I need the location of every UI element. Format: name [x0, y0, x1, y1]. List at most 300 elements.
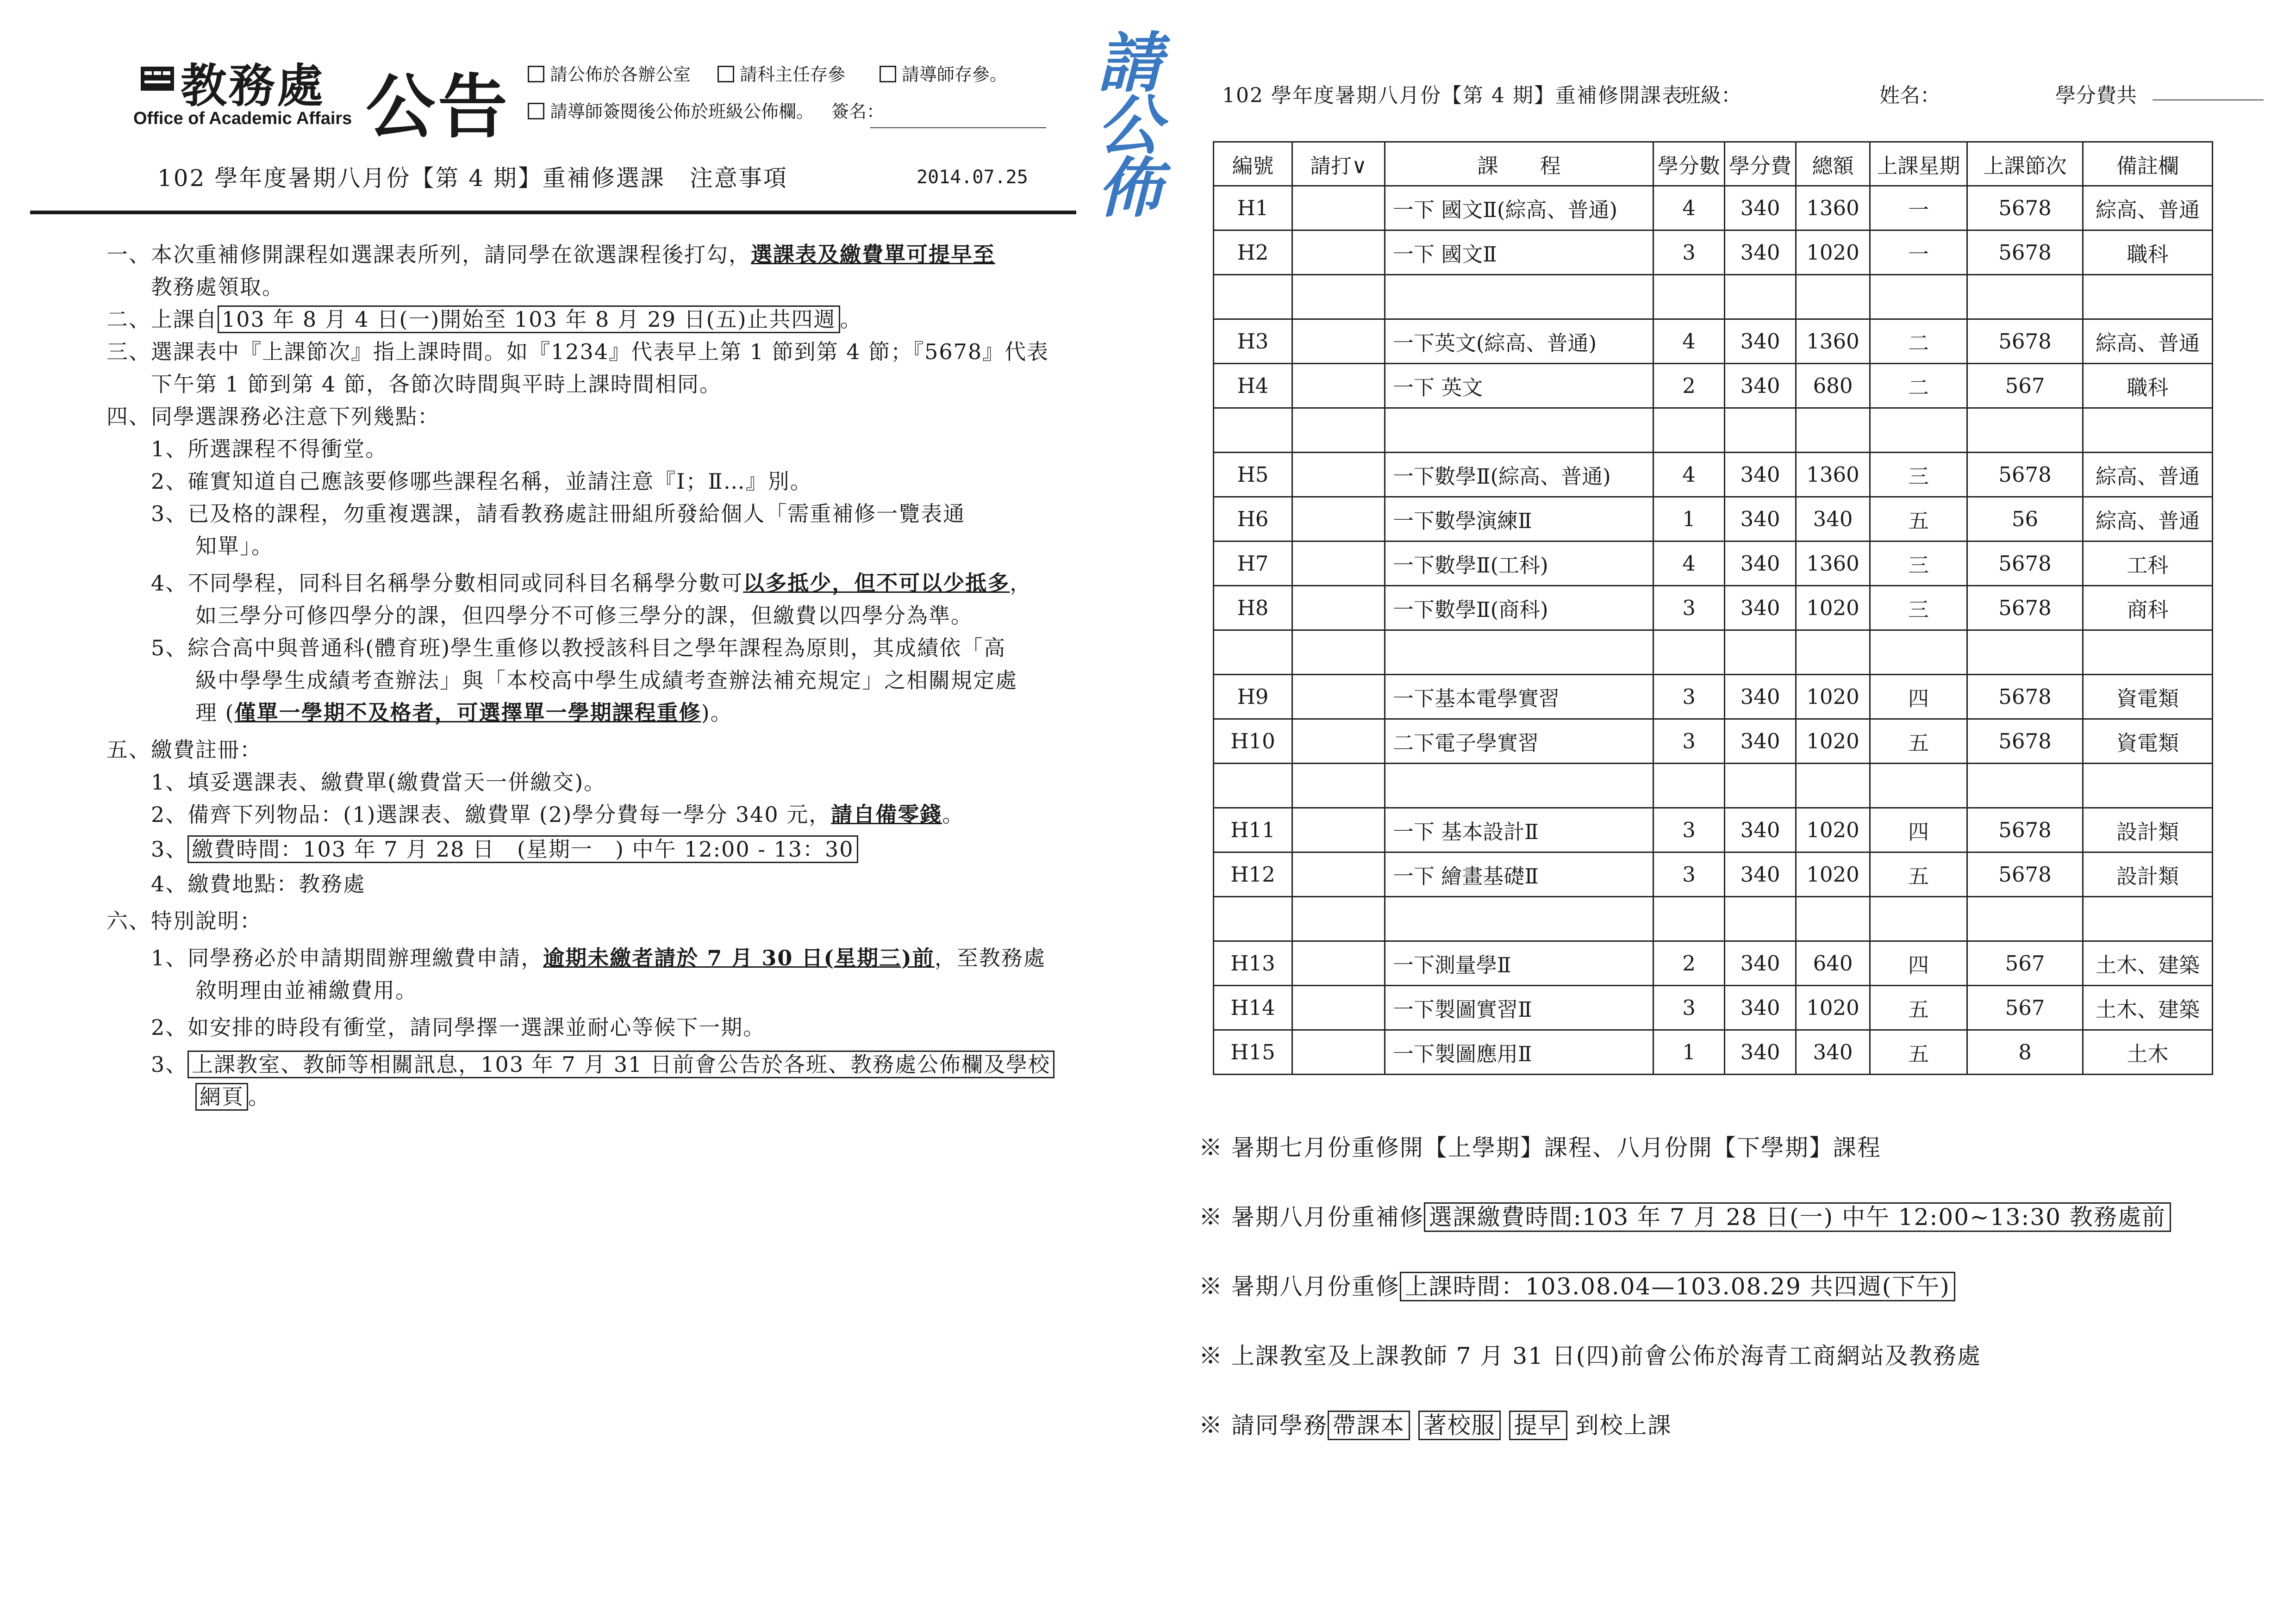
- brand-name-english: Office of Academic Affairs: [133, 109, 352, 128]
- table-row: [1214, 941, 2213, 986]
- notice-line: [106, 305, 862, 333]
- table-cell: 340: [1725, 808, 1796, 852]
- table-cell: 職科: [2083, 364, 2213, 408]
- table-cell: 1360: [1796, 541, 1870, 586]
- table-cell: 340: [1725, 497, 1796, 541]
- table-cell: 2: [1653, 364, 1725, 408]
- table-cell: 8: [1967, 1030, 2083, 1075]
- table-cell: 5678: [1967, 586, 2083, 630]
- notice-text: 知單」。: [106, 534, 274, 559]
- table-cell: [1967, 630, 2083, 675]
- notice-emphasis: 僅單一學期不及格者，可選擇單一學期課程重修: [234, 700, 701, 725]
- column-header: 上課節次: [1967, 142, 2083, 186]
- notice-text: 。: [248, 1084, 270, 1109]
- note-text: ※ 暑期八月份重補修: [1199, 1204, 1424, 1231]
- table-cell: 綜高、普通: [2083, 497, 2213, 541]
- table-cell: H8: [1214, 586, 1292, 630]
- table-cell: 四: [1870, 808, 1967, 852]
- select-checkbox-cell[interactable]: [1292, 319, 1385, 364]
- notice-line: [106, 467, 812, 495]
- table-cell: [1385, 764, 1653, 808]
- notice-text: 1、填妥選課表、繳費單(繳費當天一併繳交)。: [106, 770, 606, 795]
- table-cell: 五: [1870, 986, 1967, 1030]
- notice-text: 下午第 1 節到第 4 節，各節次時間與平時上課時間相同。: [106, 372, 722, 397]
- table-row: [1214, 675, 2213, 719]
- table-cell: 二: [1870, 319, 1967, 364]
- table-cell: 一下 英文: [1385, 364, 1653, 408]
- notice-text: 2、如安排的時段有衝堂，請同學擇一選課並耐心等候下一期。: [106, 1015, 766, 1040]
- notice-date: 2014.07.25: [917, 167, 1028, 188]
- table-cell: 3: [1653, 586, 1725, 630]
- notice-text: )。: [701, 700, 733, 725]
- notice-line: [106, 699, 733, 727]
- notice-line: [106, 532, 274, 560]
- notice-text: 。: [840, 307, 862, 332]
- notice-text: 2、確實知道自己應該要修哪些課程名稱，並請注意『Ⅰ；Ⅱ…』別。: [106, 469, 812, 494]
- notice-text: 級中學學生成績考查辦法」與「本校高中學生成績考查辦法補充規定」之相關規定處: [106, 668, 1017, 693]
- note-line: [1199, 1199, 2171, 1232]
- table-cell: H1: [1214, 186, 1292, 230]
- table-cell: 1020: [1796, 675, 1870, 719]
- table-cell: 職科: [2083, 230, 2213, 275]
- table-cell: H10: [1214, 719, 1292, 764]
- table-cell: 5678: [1967, 453, 2083, 497]
- table-cell: 土木、建築: [2083, 986, 2213, 1030]
- table-cell: 3: [1653, 719, 1725, 764]
- table-spacer-row: [1214, 275, 2213, 319]
- column-header: 學分數: [1653, 142, 1725, 186]
- table-cell: 4: [1653, 541, 1725, 586]
- column-header: 上課星期: [1870, 142, 1967, 186]
- notice-text: 5、綜合高中與普通科(體育班)學生重修以教授該科目之學年課程為原則，其成績依「高: [106, 635, 1006, 660]
- notice-boxed-text: 網頁: [195, 1083, 248, 1111]
- table-cell: 3: [1653, 808, 1725, 852]
- table-cell: 1020: [1796, 986, 1870, 1030]
- table-cell: H13: [1214, 941, 1292, 986]
- table-cell: 綜高、普通: [2083, 453, 2213, 497]
- table-cell: [1967, 897, 2083, 941]
- class-label: 班級：: [1680, 84, 1741, 107]
- column-header: 編號: [1214, 142, 1292, 186]
- table-cell: 一下基本電學實習: [1385, 675, 1653, 719]
- table-cell: 二: [1870, 364, 1967, 408]
- table-cell: [2083, 275, 2213, 319]
- select-checkbox-cell[interactable]: [1292, 453, 1385, 497]
- table-cell: 340: [1725, 852, 1796, 897]
- select-checkbox-cell[interactable]: [1292, 852, 1385, 897]
- table-cell: 五: [1870, 497, 1967, 541]
- table-cell: 4: [1653, 186, 1725, 230]
- select-checkbox-cell[interactable]: [1292, 186, 1385, 230]
- table-cell: 綜高、普通: [2083, 186, 2213, 230]
- table-spacer-row: [1214, 764, 2213, 808]
- notice-boxed-text: 繳費時間：103 年 7 月 28 日 (星期一 ) 中午 12:00 - 13：30: [187, 835, 858, 863]
- table-cell: H6: [1214, 497, 1292, 541]
- table-cell: 1020: [1796, 586, 1870, 630]
- table-cell: 一: [1870, 230, 1967, 275]
- table-spacer-row: [1214, 630, 2213, 675]
- table-cell: [1653, 897, 1725, 941]
- checkbox-offices[interactable]: 請公佈於各辦公室: [528, 60, 691, 86]
- select-checkbox-cell[interactable]: [1292, 675, 1385, 719]
- table-cell: [1967, 764, 2083, 808]
- table-cell: 340: [1725, 186, 1796, 230]
- table-cell: 一下 繪畫基礎Ⅱ: [1385, 852, 1653, 897]
- note-text: ※ 請同學務: [1199, 1412, 1328, 1439]
- table-cell: H7: [1214, 541, 1292, 586]
- checkbox-icon: [528, 103, 544, 119]
- notice-emphasis: 以多抵少，但不可以少抵多: [743, 571, 1010, 596]
- note-boxed-text: 提早: [1509, 1411, 1567, 1440]
- table-cell: 640: [1796, 941, 1870, 986]
- table-cell: 5678: [1967, 808, 2083, 852]
- table-cell: [2083, 408, 2213, 453]
- table-cell: [1385, 408, 1653, 453]
- table-cell: 56: [1967, 497, 2083, 541]
- notice-title: 102 學年度暑期八月份【第 4 期】重補修選課 注意事項: [157, 165, 788, 192]
- column-header: 請打∨: [1292, 142, 1385, 186]
- select-checkbox-cell[interactable]: [1292, 586, 1385, 630]
- table-cell: 三: [1870, 586, 1967, 630]
- table-cell: 1020: [1796, 808, 1870, 852]
- table-cell: [1796, 764, 1870, 808]
- select-checkbox-cell: [1292, 408, 1385, 453]
- notice-line: [106, 801, 964, 828]
- table-cell: [1796, 897, 1870, 941]
- notice-line: [106, 569, 1032, 597]
- header-divider: [30, 211, 1076, 214]
- table-cell: 3: [1653, 230, 1725, 275]
- checkbox-icon: [528, 66, 544, 82]
- notice-text: 1、同學務必於申請期間辦理繳費申請，: [106, 945, 543, 970]
- notice-line: [106, 907, 262, 935]
- table-cell: [1725, 630, 1796, 675]
- table-row: [1214, 808, 2213, 852]
- table-cell: 五: [1870, 852, 1967, 897]
- notice-line: [106, 736, 262, 764]
- table-cell: [1214, 764, 1292, 808]
- table-cell: 一下數學Ⅱ(綜高、普通): [1385, 453, 1653, 497]
- table-cell: [1385, 897, 1653, 941]
- notice-boxed-text: 103 年 8 月 4 日(一)開始至 103 年 8 月 29 日(五)止共四週: [218, 305, 840, 333]
- column-header: 總額: [1796, 142, 1870, 186]
- table-cell: 土木、建築: [2083, 941, 2213, 986]
- table-cell: H11: [1214, 808, 1292, 852]
- table-cell: H3: [1214, 319, 1292, 364]
- table-cell: [1796, 275, 1870, 319]
- notice-text: 1、所選課程不得衝堂。: [106, 436, 388, 461]
- notice-text: ，至教務處: [934, 945, 1046, 970]
- handwritten-stamp: 請公佈: [1097, 25, 1162, 226]
- note-text: 到校上課: [1575, 1412, 1672, 1439]
- table-cell: 5678: [1967, 319, 2083, 364]
- table-cell: [1870, 897, 1967, 941]
- table-cell: 三: [1870, 453, 1967, 497]
- notice-line: [106, 870, 365, 898]
- table-cell: 一下數學演練Ⅱ: [1385, 497, 1653, 541]
- table-cell: [1385, 630, 1653, 675]
- table-row: [1214, 230, 2213, 275]
- signature-line: [870, 127, 1046, 128]
- notice-line: [106, 768, 606, 796]
- select-checkbox-cell[interactable]: [1292, 541, 1385, 586]
- note-boxed-text: 上課時間：103.08.04—103.08.29 共四週(下午): [1400, 1272, 1955, 1301]
- notice-text: 教務處領取。: [106, 274, 284, 299]
- notice-text: 3、: [106, 1052, 188, 1077]
- notice-text: 如三學分可修四學分的課，但四學分不可修三學分的課，但繳費以四學分為準。: [106, 603, 973, 628]
- table-cell: 340: [1725, 941, 1796, 986]
- table-cell: [1725, 764, 1796, 808]
- table-cell: 四: [1870, 941, 1967, 986]
- table-cell: 資電類: [2083, 675, 2213, 719]
- table-cell: 340: [1796, 1030, 1870, 1075]
- table-cell: 567: [1967, 986, 2083, 1030]
- table-cell: 340: [1725, 986, 1796, 1030]
- table-cell: 2: [1653, 941, 1725, 986]
- table-cell: [1796, 408, 1870, 453]
- checkbox-icon: [880, 66, 896, 82]
- table-cell: 一下測量學Ⅱ: [1385, 941, 1653, 986]
- table-row: [1214, 586, 2213, 630]
- table-cell: 567: [1967, 364, 2083, 408]
- notice-text: 4、不同學程，同科目名稱學分數相同或同科目名稱學分數可: [106, 571, 743, 596]
- table-cell: 一下英文(綜高、普通): [1385, 319, 1653, 364]
- select-checkbox-cell[interactable]: [1292, 941, 1385, 986]
- table-cell: 五: [1870, 1030, 1967, 1075]
- table-cell: [1870, 764, 1967, 808]
- table-row: [1214, 1030, 2213, 1075]
- school-logo-icon: [139, 60, 176, 97]
- table-cell: [1214, 275, 1292, 319]
- table-cell: 1020: [1796, 719, 1870, 764]
- table-cell: 一: [1870, 186, 1967, 230]
- table-cell: 1020: [1796, 852, 1870, 897]
- notice-text: 4、繳費地點：教務處: [106, 871, 366, 896]
- notice-line: [106, 273, 284, 301]
- notice-line: [106, 403, 440, 430]
- table-cell: 1020: [1796, 230, 1870, 275]
- table-cell: 340: [1725, 1030, 1796, 1075]
- table-cell: 340: [1725, 675, 1796, 719]
- notice-text: 四、同學選課務必注意下列幾點：: [106, 404, 440, 429]
- course-table: [1213, 141, 2213, 1075]
- notice-line: [106, 944, 1046, 972]
- table-cell: 567: [1967, 941, 2083, 986]
- table-cell: 四: [1870, 675, 1967, 719]
- notice-text: 五、繳費註冊：: [106, 737, 262, 762]
- notice-line: [106, 1014, 765, 1041]
- table-cell: [2083, 764, 2213, 808]
- table-cell: 5678: [1967, 186, 2083, 230]
- note-line: [1199, 1337, 1981, 1371]
- note-line: [1199, 1268, 1955, 1301]
- table-cell: 1: [1653, 497, 1725, 541]
- checkbox-homeroom[interactable]: 請導師存參。: [880, 60, 1007, 86]
- table-row: [1214, 541, 2213, 586]
- table-cell: H5: [1214, 453, 1292, 497]
- notice-text: 三、選課表中『上課節次』指上課時間。如『1234』代表早上第 1 節到第 4 節；『5678』代表: [106, 339, 1049, 364]
- table-cell: 一下製圖應用Ⅱ: [1385, 1030, 1653, 1075]
- notice-emphasis: 選課表及繳費單可提早至: [751, 242, 995, 267]
- table-spacer-row: [1214, 408, 2213, 453]
- table-row: [1214, 719, 2213, 764]
- notice-line: [106, 666, 1017, 694]
- table-cell: [1725, 408, 1796, 453]
- table-cell: 4: [1653, 319, 1725, 364]
- notice-line: [106, 835, 858, 863]
- table-cell: H12: [1214, 852, 1292, 897]
- notice-text: 一、本次重補修開課程如選課表所列，請同學在欲選課程後打勾，: [106, 242, 751, 267]
- notice-emphasis: 逾期未繳者請於 7 月 30 日(星期三)前: [543, 945, 935, 970]
- table-cell: 340: [1796, 497, 1870, 541]
- note-text: ※ 暑期八月份重修: [1199, 1273, 1400, 1300]
- table-cell: 340: [1725, 230, 1796, 275]
- notice-line: [106, 338, 1049, 366]
- fee-line: [2152, 99, 2264, 100]
- table-cell: 一下 基本設計Ⅱ: [1385, 808, 1653, 852]
- table-cell: 一下數學Ⅱ(工科): [1385, 541, 1653, 586]
- notice-emphasis: 請自備零錢: [831, 802, 942, 827]
- notice-text: 敘明理由並補繳費用。: [106, 978, 418, 1003]
- notice-line: [106, 1051, 1054, 1078]
- note-text: ※ 上課教室及上課教師 7 月 31 日(四)前會公佈於海青工商網站及教務處: [1199, 1343, 1981, 1369]
- table-cell: 土木: [2083, 1030, 2213, 1075]
- table-cell: 3: [1653, 986, 1725, 1030]
- table-cell: 1360: [1796, 453, 1870, 497]
- table-cell: 5678: [1967, 675, 2083, 719]
- table-cell: 設計類: [2083, 808, 2213, 852]
- notice-line: [106, 500, 965, 528]
- table-cell: 資電類: [2083, 719, 2213, 764]
- table-cell: [1967, 408, 2083, 453]
- table-cell: 一下 國文Ⅱ: [1385, 230, 1653, 275]
- table-cell: [2083, 897, 2213, 941]
- form-title: 102 學年度暑期八月份【第 4 期】重補修開課表: [1222, 84, 1683, 107]
- column-header: 學分費: [1725, 142, 1796, 186]
- table-cell: 三: [1870, 541, 1967, 586]
- select-checkbox-cell[interactable]: [1292, 808, 1385, 852]
- table-cell: 一下 國文Ⅱ(綜高、普通): [1385, 186, 1653, 230]
- notice-text: 3、: [106, 837, 188, 862]
- note-line: [1199, 1407, 1672, 1440]
- table-cell: 5678: [1967, 541, 2083, 586]
- checkbox-icon: [718, 66, 734, 82]
- select-checkbox-cell: [1292, 764, 1385, 808]
- table-cell: 340: [1725, 319, 1796, 364]
- table-cell: 設計類: [2083, 852, 2213, 897]
- notice-boxed-text: 上課教室、教師等相關訊息，103 年 7 月 31 日前會公告於各班、教務處公佈欄及學校: [187, 1051, 1054, 1078]
- notice-text: 3、已及格的課程，勿重複選課，請看教務處註冊組所發給個人「需重補修一覽表通: [106, 501, 966, 526]
- table-cell: [1214, 897, 1292, 941]
- table-cell: 5678: [1967, 719, 2083, 764]
- table-row: [1214, 852, 2213, 897]
- table-cell: [1653, 408, 1725, 453]
- notice-line: [106, 602, 973, 629]
- table-cell: 340: [1725, 719, 1796, 764]
- table-row: [1214, 497, 2213, 541]
- select-checkbox-cell: [1292, 630, 1385, 675]
- table-cell: [1870, 408, 1967, 453]
- table-cell: 一下數學Ⅱ(商科): [1385, 586, 1653, 630]
- table-cell: [1214, 630, 1292, 675]
- name-label: 姓名：: [1879, 84, 1940, 107]
- notice-line: [106, 1083, 270, 1111]
- select-checkbox-cell[interactable]: [1292, 986, 1385, 1030]
- select-checkbox-cell[interactable]: [1292, 719, 1385, 764]
- table-cell: 5678: [1967, 852, 2083, 897]
- table-cell: 340: [1725, 541, 1796, 586]
- select-checkbox-cell: [1292, 275, 1385, 319]
- table-cell: [1214, 408, 1292, 453]
- notice-line: [106, 370, 722, 398]
- table-cell: 3: [1653, 852, 1725, 897]
- table-cell: [1653, 630, 1725, 675]
- note-boxed-text: 著校服: [1418, 1411, 1501, 1440]
- table-cell: [1385, 275, 1653, 319]
- table-cell: 工科: [2083, 541, 2213, 586]
- table-cell: [1796, 630, 1870, 675]
- notice-text: 六、特別說明：: [106, 908, 262, 933]
- table-cell: 商科: [2083, 586, 2213, 630]
- table-cell: 3: [1653, 675, 1725, 719]
- notice-text: 二、上課自: [106, 307, 218, 332]
- table-cell: H15: [1214, 1030, 1292, 1075]
- table-row: [1214, 364, 2213, 408]
- table-cell: 綜高、普通: [2083, 319, 2213, 364]
- notice-line: [106, 435, 387, 463]
- note-text: ※ 暑期七月份重修開【上學期】課程、八月份開【下學期】課程: [1199, 1134, 1881, 1161]
- checkbox-dept-heads[interactable]: 請科主任存參: [718, 60, 845, 86]
- table-cell: H14: [1214, 986, 1292, 1030]
- notice-line: [106, 241, 995, 268]
- table-cell: 一下製圖實習Ⅱ: [1385, 986, 1653, 1030]
- table-row: [1214, 453, 2213, 497]
- select-checkbox-cell[interactable]: [1292, 230, 1385, 275]
- table-cell: 1: [1653, 1030, 1725, 1075]
- notice-text: [106, 1084, 195, 1109]
- select-checkbox-cell[interactable]: [1292, 1030, 1385, 1075]
- select-checkbox-cell[interactable]: [1292, 364, 1385, 408]
- table-cell: 5678: [1967, 230, 2083, 275]
- table-cell: [1653, 275, 1725, 319]
- table-cell: [1870, 630, 1967, 675]
- note-line: [1199, 1129, 1881, 1163]
- table-cell: [1653, 764, 1725, 808]
- select-checkbox-cell[interactable]: [1292, 497, 1385, 541]
- notice-text: 2、備齊下列物品：(1)選課表、繳費單 (2)學分費每一學分 340 元，: [106, 802, 831, 827]
- column-header: 備註欄: [2083, 142, 2213, 186]
- fee-label: 學分費共: [2055, 84, 2137, 107]
- table-cell: H2: [1214, 230, 1292, 275]
- table-cell: [1967, 275, 2083, 319]
- select-checkbox-cell: [1292, 897, 1385, 941]
- notice-text: ，: [1010, 571, 1032, 596]
- table-cell: [1870, 275, 1967, 319]
- note-boxed-text: 選課繳費時間:103 年 7 月 28 日(一) 中午 12:00~13:30 教務處前: [1424, 1202, 2171, 1232]
- table-cell: [1725, 275, 1796, 319]
- note-boxed-text: 帶課本: [1328, 1411, 1410, 1440]
- table-row: [1214, 186, 2213, 230]
- table-cell: [1725, 897, 1796, 941]
- table-cell: 二下電子學實習: [1385, 719, 1653, 764]
- checkbox-homeroom-sign[interactable]: 請導師簽閱後公佈於班級公佈欄。 簽名：: [528, 97, 884, 123]
- table-cell: H9: [1214, 675, 1292, 719]
- table-header-row: [1214, 142, 2213, 186]
- sign-label: 簽名：: [831, 101, 885, 122]
- table-cell: 340: [1725, 453, 1796, 497]
- table-cell: 1360: [1796, 319, 1870, 364]
- notice-line: [106, 634, 1006, 662]
